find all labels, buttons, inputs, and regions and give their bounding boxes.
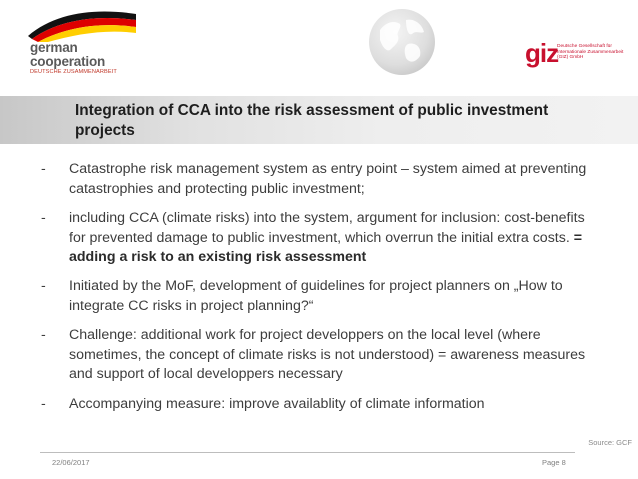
bullet-text: Challenge: additional work for project developpers on the local level (where sometimes, the concept of climate risks is not understood) = awareness measures and support of local developpers necessary bbox=[69, 327, 586, 382]
bullet-dash: - bbox=[41, 210, 46, 226]
footer-date: 22/06/2017 bbox=[52, 458, 90, 467]
slide-title: Integration of CCA into the risk assessment of public investment projects bbox=[75, 102, 549, 139]
bullet-text: Catastrophe risk management system as entry point – system aimed at preventing catastrophies and protecting public investment; bbox=[69, 161, 587, 197]
bullet-dash: - bbox=[41, 327, 46, 343]
logo-text-deutsche-zusammenarbeit: DEUTSCHE ZUSAMMENARBEIT bbox=[30, 69, 117, 75]
bullet-dash: - bbox=[41, 278, 46, 294]
bullet-item bbox=[41, 160, 601, 199]
footer-page-number: Page 8 bbox=[542, 458, 566, 467]
bullet-text: Accompanying measure: improve availablity of climate information bbox=[69, 396, 485, 412]
logo-text-cooperation: cooperation bbox=[30, 54, 106, 69]
footer-divider bbox=[40, 452, 575, 453]
bullet-emphasis: = adding a risk to an existing risk assessment bbox=[69, 229, 582, 265]
logo-text-german: german bbox=[30, 40, 78, 55]
german-flag-logo-icon bbox=[26, 6, 138, 42]
giz-logo-mark: giz bbox=[525, 38, 559, 68]
bullet-item bbox=[41, 326, 601, 385]
bullet-item bbox=[41, 395, 601, 415]
bullet-dash: - bbox=[41, 396, 46, 412]
globe-icon bbox=[366, 6, 438, 78]
bullet-item bbox=[41, 277, 601, 316]
source-note: Source: GCF bbox=[588, 438, 632, 447]
giz-logo-description: Deutsche Gesellschaft für Internationale Zusammenarbeit (GIZ) GmbH bbox=[557, 44, 624, 61]
bullet-dash: - bbox=[41, 161, 46, 177]
bullet-item bbox=[41, 209, 601, 268]
bullet-text: including CCA (climate risks) into the system, argument for inclusion: cost-benefits for prevented damage to public investment, which overrun the initial extra costs. = adding a risk to an existing risk assessment bbox=[69, 210, 585, 265]
bullet-text: Initiated by the MoF, development of guidelines for project planners on „How to integrate CC risks in project planning?“ bbox=[69, 278, 563, 314]
